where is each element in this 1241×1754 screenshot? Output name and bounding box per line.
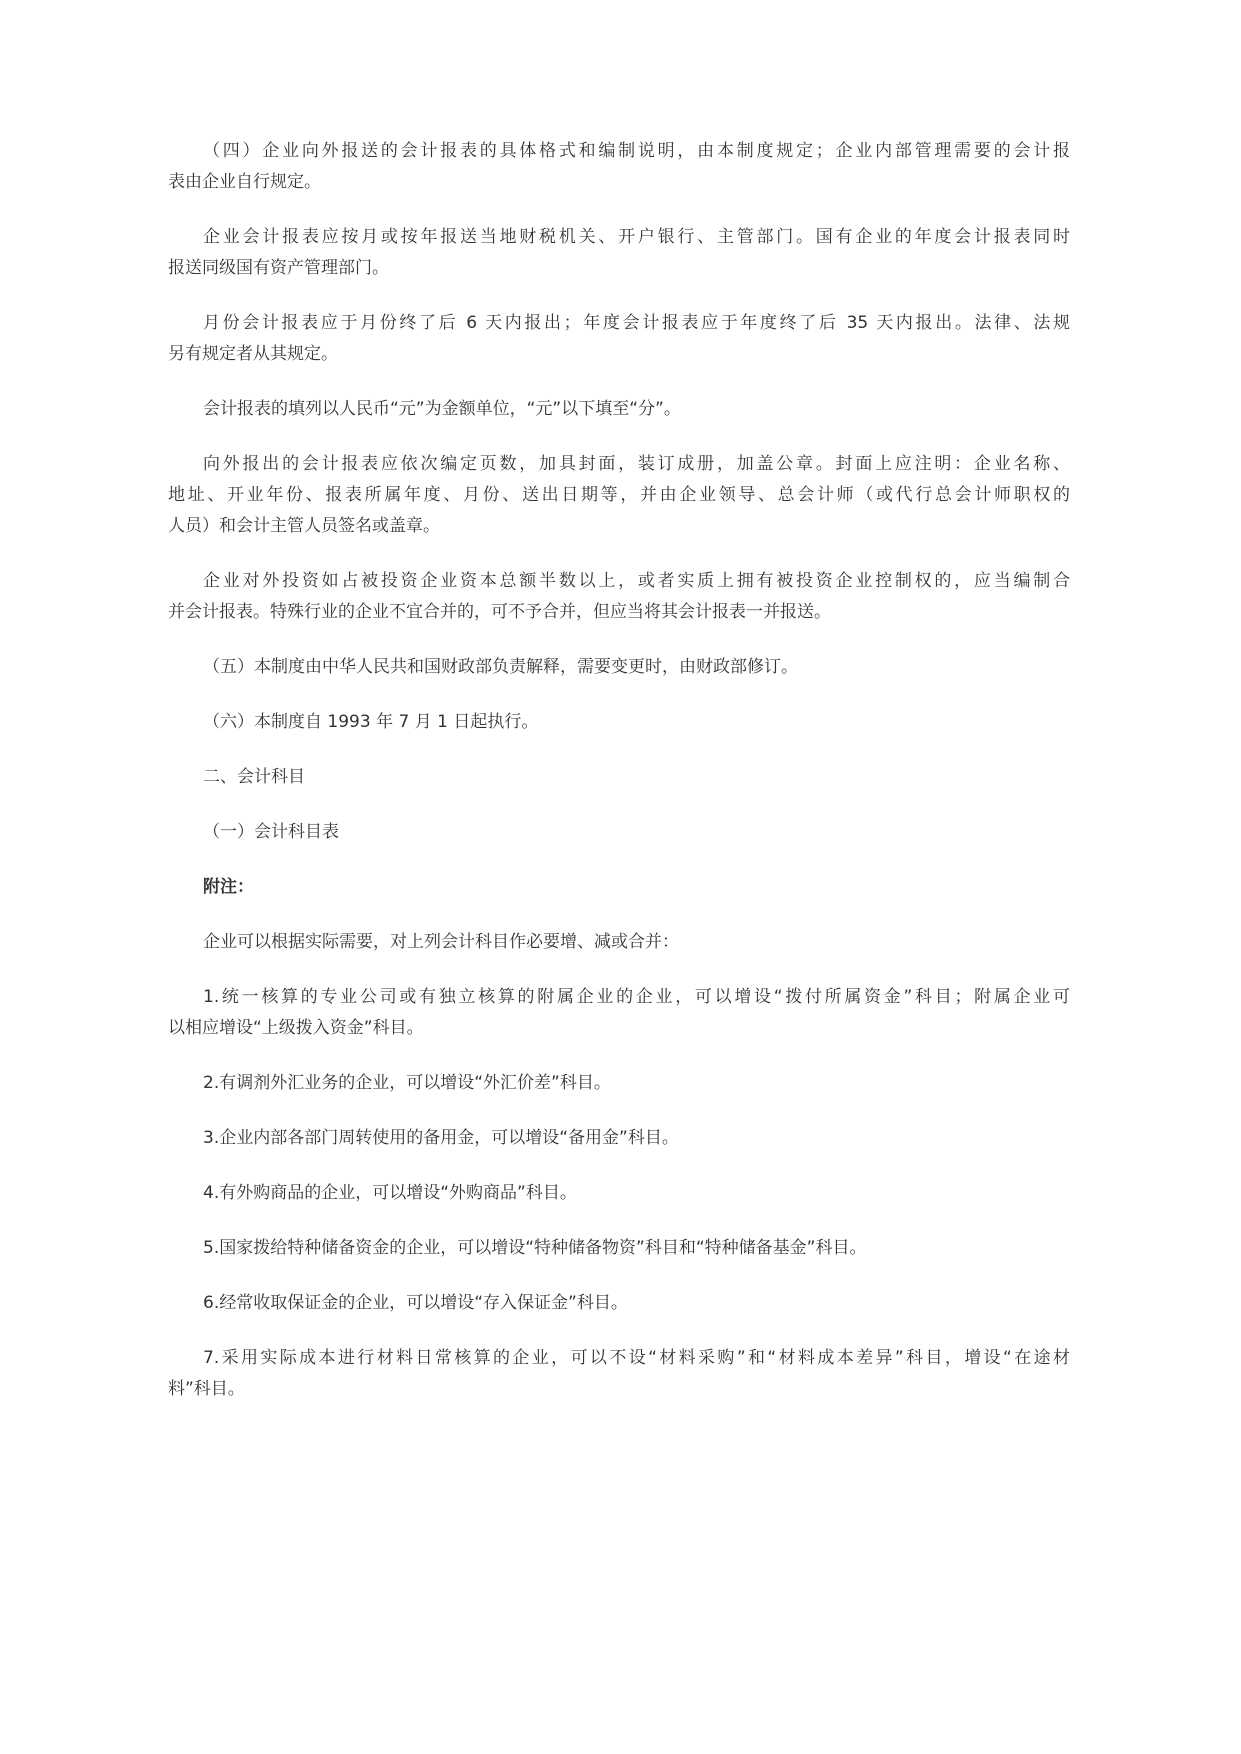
paragraph-line: 1.统一核算的专业公司或有独立核算的附属企业的企业，可以增设“拨付所属资金”科目；附属企业可: [203, 987, 1070, 1007]
paragraph: [168, 222, 1070, 284]
paragraph-line: 4.有外购商品的企业，可以增设“外购商品”科目。: [203, 1183, 577, 1203]
paragraph-line: 6.经常收取保证金的企业，可以增设“存入保证金”科目。: [203, 1293, 628, 1313]
paragraph: [168, 817, 1070, 848]
paragraph: [168, 652, 1070, 683]
paragraph-line: 以相应增设“上级拨入资金”科目。: [168, 1018, 424, 1038]
paragraph-line: 料”科目。: [168, 1379, 245, 1399]
paragraph: [168, 1288, 1070, 1319]
paragraph-line: 并会计报表。特殊行业的企业不宜合并的，可不予合并，但应当将其会计报表一并报送。: [168, 602, 831, 622]
paragraph: [168, 1178, 1070, 1209]
paragraph-line: 地址、开业年份、报表所属年度、月份、送出日期等，并由企业领导、总会计师（或代行总会计师职权的: [168, 485, 1070, 505]
paragraph-line: 2.有调剂外汇业务的企业，可以增设“外汇价差”科目。: [203, 1073, 611, 1093]
paragraph: [168, 872, 1070, 903]
paragraph-line: 人员）和会计主管人员签名或盖章。: [168, 516, 440, 536]
paragraph: [168, 762, 1070, 793]
paragraph-line: （一）会计科目表: [203, 822, 339, 842]
paragraph-line: 企业可以根据实际需要，对上列会计科目作必要增、减或合并：: [203, 932, 679, 952]
paragraph-line: 5.国家拨给特种储备资金的企业，可以增设“特种储备物资”科目和“特种储备基金”科目。: [203, 1238, 867, 1258]
document-body: [168, 136, 1070, 1429]
paragraph-line: 向外报出的会计报表应依次编定页数，加具封面，装订成册，加盖公章。封面上应注明：企业名称、: [203, 454, 1070, 474]
paragraph-line: （五）本制度由中华人民共和国财政部负责解释，需要变更时，由财政部修订。: [203, 657, 798, 677]
paragraph: [168, 566, 1070, 628]
paragraph: [168, 1068, 1070, 1099]
paragraph-line: 企业会计报表应按月或按年报送当地财税机关、开户银行、主管部门。国有企业的年度会计报表同时: [203, 227, 1070, 247]
paragraph-line: 月份会计报表应于月份终了后 6 天内报出；年度会计报表应于年度终了后 35 天内报出。法律、法规: [203, 313, 1070, 333]
paragraph-line: 附注：: [203, 877, 254, 897]
paragraph-line: （四）企业向外报送的会计报表的具体格式和编制说明，由本制度规定；企业内部管理需要的会计报: [203, 141, 1070, 161]
paragraph: [168, 1123, 1070, 1154]
paragraph-line: 3.企业内部各部门周转使用的备用金，可以增设“备用金”科目。: [203, 1128, 679, 1148]
paragraph-line: 另有规定者从其规定。: [168, 344, 338, 364]
paragraph-line: （六）本制度自 1993 年 7 月 1 日起执行。: [203, 712, 539, 732]
paragraph: [168, 1233, 1070, 1264]
paragraph: [168, 927, 1070, 958]
paragraph: [168, 136, 1070, 198]
paragraph: [168, 707, 1070, 738]
paragraph: [168, 308, 1070, 370]
paragraph: [168, 449, 1070, 542]
paragraph: [168, 1343, 1070, 1405]
paragraph-line: 企业对外投资如占被投资企业资本总额半数以上，或者实质上拥有被投资企业控制权的，应当编制合: [203, 571, 1070, 591]
paragraph-line: 二、会计科目: [203, 767, 305, 787]
paragraph-line: 会计报表的填列以人民币“元”为金额单位，“元”以下填至“分”。: [203, 399, 681, 419]
paragraph-line: 表由企业自行规定。: [168, 172, 321, 192]
paragraph-line: 报送同级国有资产管理部门。: [168, 258, 389, 278]
paragraph: [168, 394, 1070, 425]
paragraph-line: 7.采用实际成本进行材料日常核算的企业，可以不设“材料采购”和“材料成本差异”科目，增设“在途材: [203, 1348, 1070, 1368]
paragraph: [168, 982, 1070, 1044]
